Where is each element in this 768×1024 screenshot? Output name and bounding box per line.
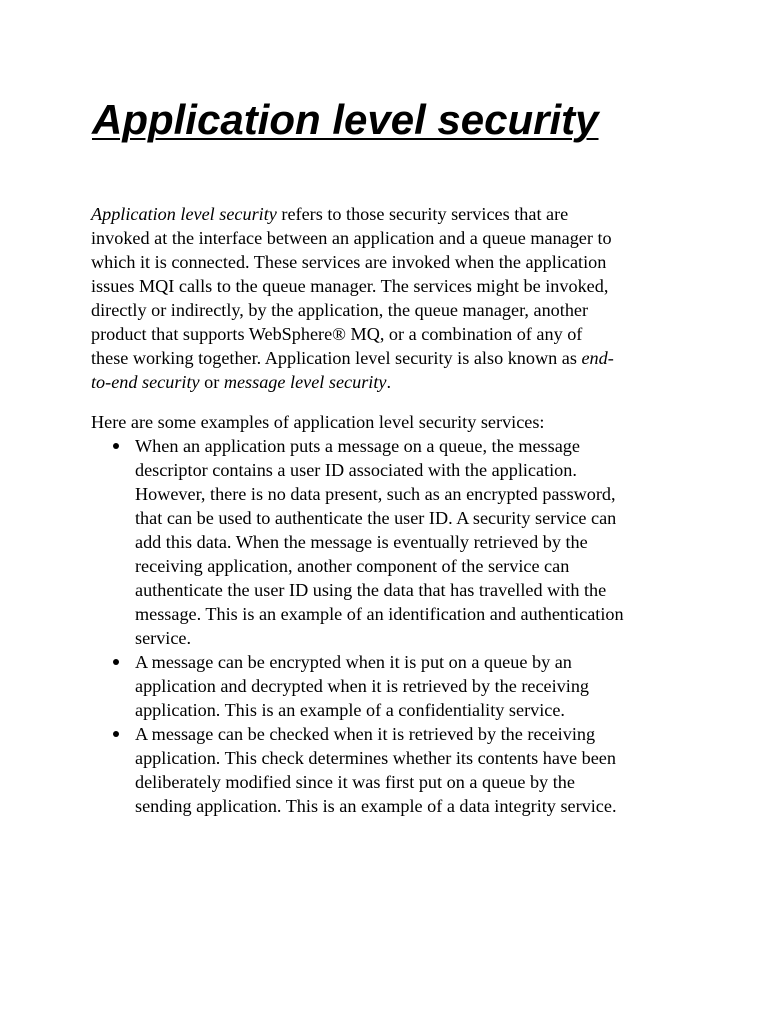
intro-line-text: these working together. Application level security is also known as xyxy=(91,348,582,368)
intro-line: issues MQI calls to the queue manager. The services might be invoked, xyxy=(91,276,609,296)
term-message-level-security: message level security xyxy=(223,372,387,392)
list-item-line: application. This check determines whether its contents have been xyxy=(135,748,616,768)
list-item-line: that can be used to authenticate the user ID. A security service can xyxy=(135,508,617,528)
page-title: Application level security xyxy=(92,96,599,143)
list-item xyxy=(91,722,711,818)
list-item-line: sending application. This is an example of a data integrity service. xyxy=(135,796,617,816)
intro-line: invoked at the interface between an application and a queue manager to xyxy=(91,228,612,248)
examples-intro: Here are some examples of application level security services: xyxy=(91,412,545,432)
list-item-line: descriptor contains a user ID associated with the application. xyxy=(135,460,577,480)
list-item-line: application and decrypted when it is retrieved by the receiving xyxy=(135,676,590,696)
list-item-line: add this data. When the message is eventually retrieved by the xyxy=(135,532,588,552)
intro-line xyxy=(91,370,691,394)
bullet-icon xyxy=(113,731,119,737)
intro-line xyxy=(91,202,691,226)
intro-line-text: or xyxy=(199,372,224,392)
term-end-to-end-security-part: to-end security xyxy=(91,372,200,392)
list-item-line: authenticate the user ID using the data that has travelled with the xyxy=(135,580,607,600)
list-item xyxy=(91,650,711,722)
list-item-line: deliberately modified since it was first put on a queue by the xyxy=(135,772,575,792)
list-item-line: A message can be checked when it is retrieved by the receiving xyxy=(135,724,596,744)
list-item-line: When an application puts a message on a queue, the message xyxy=(135,436,580,456)
bullet-icon xyxy=(113,659,119,665)
intro-line: product that supports WebSphere® MQ, or a combination of any of xyxy=(91,324,583,344)
list-item-line: receiving application, another component of the service can xyxy=(135,556,570,576)
list-item xyxy=(91,434,711,650)
bullet-icon xyxy=(113,443,119,449)
list-item-line: message. This is an example of an identification and authentication xyxy=(135,604,624,624)
intro-line-text: refers to those security services that are xyxy=(276,204,569,224)
list-item-line: service. xyxy=(135,628,192,648)
list-item-line: application. This is an example of a confidentiality service. xyxy=(135,700,565,720)
list-item-line: However, there is no data present, such as an encrypted password, xyxy=(135,484,616,504)
term-application-level-security: Application level security xyxy=(91,204,277,224)
intro-line xyxy=(91,346,691,370)
intro-line: which it is connected. These services are invoked when the application xyxy=(91,252,607,272)
term-end-to-end-security-part: end- xyxy=(581,348,614,368)
intro-line: directly or indirectly, by the application, the queue manager, another xyxy=(91,300,589,320)
intro-line-punctuation: . xyxy=(386,372,392,392)
examples-list xyxy=(91,434,711,818)
intro-paragraph xyxy=(91,202,691,394)
list-item-line: A message can be encrypted when it is put on a queue by an xyxy=(135,652,572,672)
